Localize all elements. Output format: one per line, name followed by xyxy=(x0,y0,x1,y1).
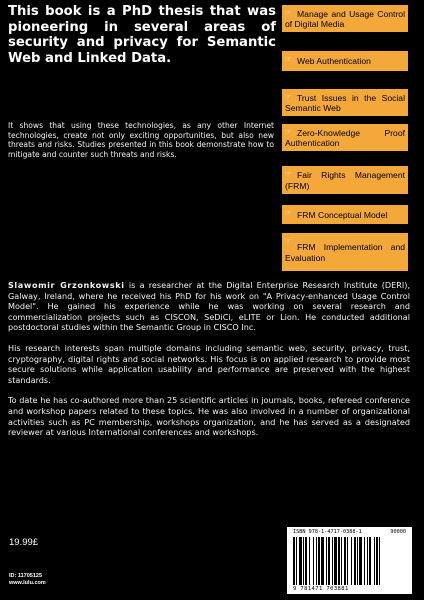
topic-label: Trust Issues in the Social Semantic Web xyxy=(285,92,405,113)
author-name: Slawomir Grzonkowski xyxy=(8,280,125,290)
topic-box xyxy=(282,205,408,224)
headline: This book is a PhD thesis that was pioneering in several areas of security and privacy for Semantic Web and Linked Data. xyxy=(8,4,276,66)
price-label: 19.99£ xyxy=(9,537,39,548)
isbn-text: ISBN 978-1-4717-0388-1 xyxy=(293,529,362,535)
topic-label: FRM Conceptual Model xyxy=(297,209,388,220)
topic-box xyxy=(282,5,408,32)
arrow-pointer-icon: ☞ xyxy=(285,210,292,217)
id-number: ID: 11705125 xyxy=(9,573,43,579)
publisher-site: www.lulu.com xyxy=(9,580,46,586)
barcode-digits: 9 781471 703881 xyxy=(293,586,349,592)
author-bio xyxy=(8,280,410,448)
arrow-pointer-icon: ☞ xyxy=(285,94,292,101)
arrow-pointer-icon: ☞ xyxy=(285,56,292,63)
price-code: 90000 xyxy=(390,529,406,535)
topic-box xyxy=(282,89,408,116)
topic-label: Zero-Knowledge Proof Authentication xyxy=(285,127,405,148)
isbn-barcode xyxy=(287,527,412,594)
bio-paragraph: To date he has co-authored more than 25 scientific articles in journals, books, refereed conference and workshop papers related to these topics. He was also involved in a number of organizational activities such as PC membership, workshops organization, and he has served as a designated reviewer at various International conferences and workshops. xyxy=(8,395,410,438)
intro-paragraph: It shows that using these technologies, as any other Internet technologies, create not only exciting opportunities, but also new threats and risks. Studies presented in this book demonstrate how to mitigate and counter such threats and risks. xyxy=(8,121,274,159)
barcode-header xyxy=(293,529,406,535)
arrow-pointer-icon: ☞ xyxy=(285,238,292,245)
topic-label: Manage and Usage Control of Digital Media xyxy=(285,8,405,29)
topic-box xyxy=(282,166,408,194)
bio-paragraph xyxy=(8,280,410,333)
topic-box xyxy=(282,233,408,271)
arrow-pointer-icon: ☞ xyxy=(285,171,292,178)
arrow-pointer-icon: ☞ xyxy=(285,129,292,136)
topic-label: Web Authentication xyxy=(297,56,371,67)
publisher-info xyxy=(9,573,46,587)
topic-box xyxy=(282,51,408,71)
arrow-pointer-icon: ☞ xyxy=(285,10,292,17)
bio-paragraph: His research interests span multiple domains including semantic web, security, privacy, trust, cryptography, digital rights and social networks. His focus is on applied research to provide most secure solutions while application usability and performance are preserved with the highest standards. xyxy=(8,342,410,385)
topic-label: FRM Implementation and Evaluation xyxy=(285,242,405,263)
bio-text: is a researcher at the Digital Enterprise Research Institute (DERI), Galway, Ireland, where he received his PhD for his work on "A Privacy-enhanced Usage Control Model". He gained his experience while he was working on several research and commercialization projects such as CISCON, SeDiCi, eLITE or Lion. He conducted additional postdoctoral studies within the Semantic Group in CISCO Inc. xyxy=(8,280,411,333)
topic-label: Fair Rights Management (FRM) xyxy=(285,170,405,191)
barcode-icon xyxy=(293,537,406,585)
topic-box xyxy=(282,124,408,151)
